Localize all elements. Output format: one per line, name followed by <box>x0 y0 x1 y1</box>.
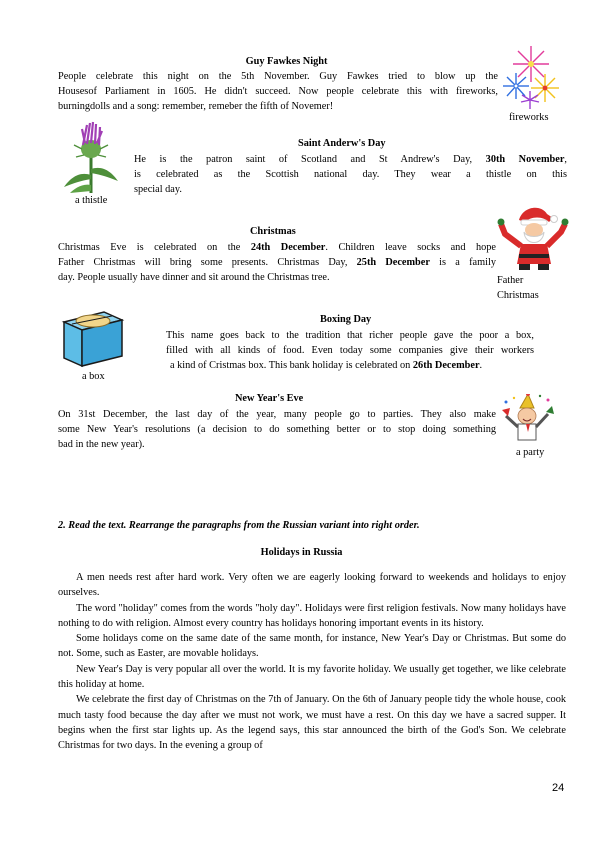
paragraph: The word "holiday" comes from the words "holy day". Holidays were first religion festivals. Now many holidays have nothing to do with religion. Almost every country has holidays honoring important events in its history. <box>58 602 566 629</box>
box-caption: a box <box>82 371 105 382</box>
paragraph: Some holidays come on the same date of the same month, for instance, New Year's Day or Christmas. But some do not. Some, such as Easter, are movable holidays. <box>58 633 566 660</box>
christmas-text <box>58 240 496 285</box>
guy-fawkes-text <box>58 69 498 114</box>
text-line: day. People usually have dinner and sit around the Christmas tree. <box>58 272 330 283</box>
boxing-day-text <box>166 328 534 373</box>
text-line: Christmas Eve is celebrated on the 24th December. Children leave socks and hope <box>58 242 496 253</box>
text-line: a kind of Cristmas box. This bank holiday is celebrated on 26th December. <box>170 360 483 371</box>
thistle-caption: a thistle <box>75 195 108 206</box>
st-andrew-text <box>134 152 567 197</box>
st-andrew-title: Saint Anderw's Day <box>298 138 386 149</box>
text-line: bad in the new year). <box>58 439 145 450</box>
fireworks-image <box>500 42 562 112</box>
caption-line: Christmas <box>497 290 539 301</box>
holidays-text <box>58 570 566 754</box>
paragraph: We celebrate the first day of Christmas on the 7th of January. On the 6th of January people tidy the whole house, cook much tasty food because the day after we must not work, we must have a rest. On this day we have a sacred supper. It begins when the first star lights up. As the legend says, this star announced the birth of the God's Son. We celebrate Christmas for two days. In the evening a group of <box>58 694 566 752</box>
text-line: burningdolls and a song: remember, remeber the fifth of Novemer! <box>58 101 334 112</box>
party-image <box>500 394 556 444</box>
text-line: He is the patron saint of Scotland and St Andrew's Day, 30th November, <box>134 154 567 165</box>
text-line: filled with all kinds of food. Even today some companies give their workers <box>166 345 534 356</box>
guy-fawkes-title: Guy Fawkes Night <box>245 56 328 67</box>
text-line: On 31st December, the last day of the year, many people go to parties. They also make <box>58 409 496 420</box>
caption-line: Father <box>497 275 524 286</box>
box-image <box>60 308 126 370</box>
father-christmas-caption <box>497 273 539 303</box>
fireworks-caption: fireworks <box>509 112 549 123</box>
paragraph: New Year's Day is very popular all over the world. It is my favorite holiday. We usually get together, we like celebrate this holiday at home. <box>58 663 566 691</box>
father-christmas-image <box>497 202 569 272</box>
christmas-title: Christmas <box>250 226 296 237</box>
holidays-title: Holidays in Russia <box>260 547 343 558</box>
text-line: People celebrate this night on the 5th November. Guy Fawkes tried to blow up the <box>58 71 498 82</box>
paragraph: A men needs rest after hard work. Very often we are eagerly looking forward to weekends and holidays to enjoy ourselves. <box>58 572 566 599</box>
boxing-day-title: Boxing Day <box>320 314 372 325</box>
new-year-text <box>58 407 496 452</box>
text-line: This name goes back to the tradition that richer people gave the poor a box, <box>166 330 534 341</box>
new-year-title: New Year's Eve <box>235 393 304 404</box>
text-line: special day. <box>134 184 182 195</box>
text-line: is celebrated as the Scottish national day. They wear a thistle on this <box>134 169 567 180</box>
party-caption: a party <box>516 447 545 458</box>
page-number: 24 <box>552 782 565 794</box>
thistle-image <box>60 121 122 193</box>
text-line: Father Christmas will bring some presents. Christmas Day, 25th December is a family <box>58 257 496 268</box>
task-instruction: 2. Read the text. Rearrange the paragraphs from the Russian variant into right order. <box>58 520 420 531</box>
text-line: some New Year's resolutions (a decision to do something better or to stop doing something <box>58 424 496 435</box>
text-line: Housesof Parliament in 1605. He didn't succeed. Now people celebrate this with fireworks, <box>58 86 498 97</box>
